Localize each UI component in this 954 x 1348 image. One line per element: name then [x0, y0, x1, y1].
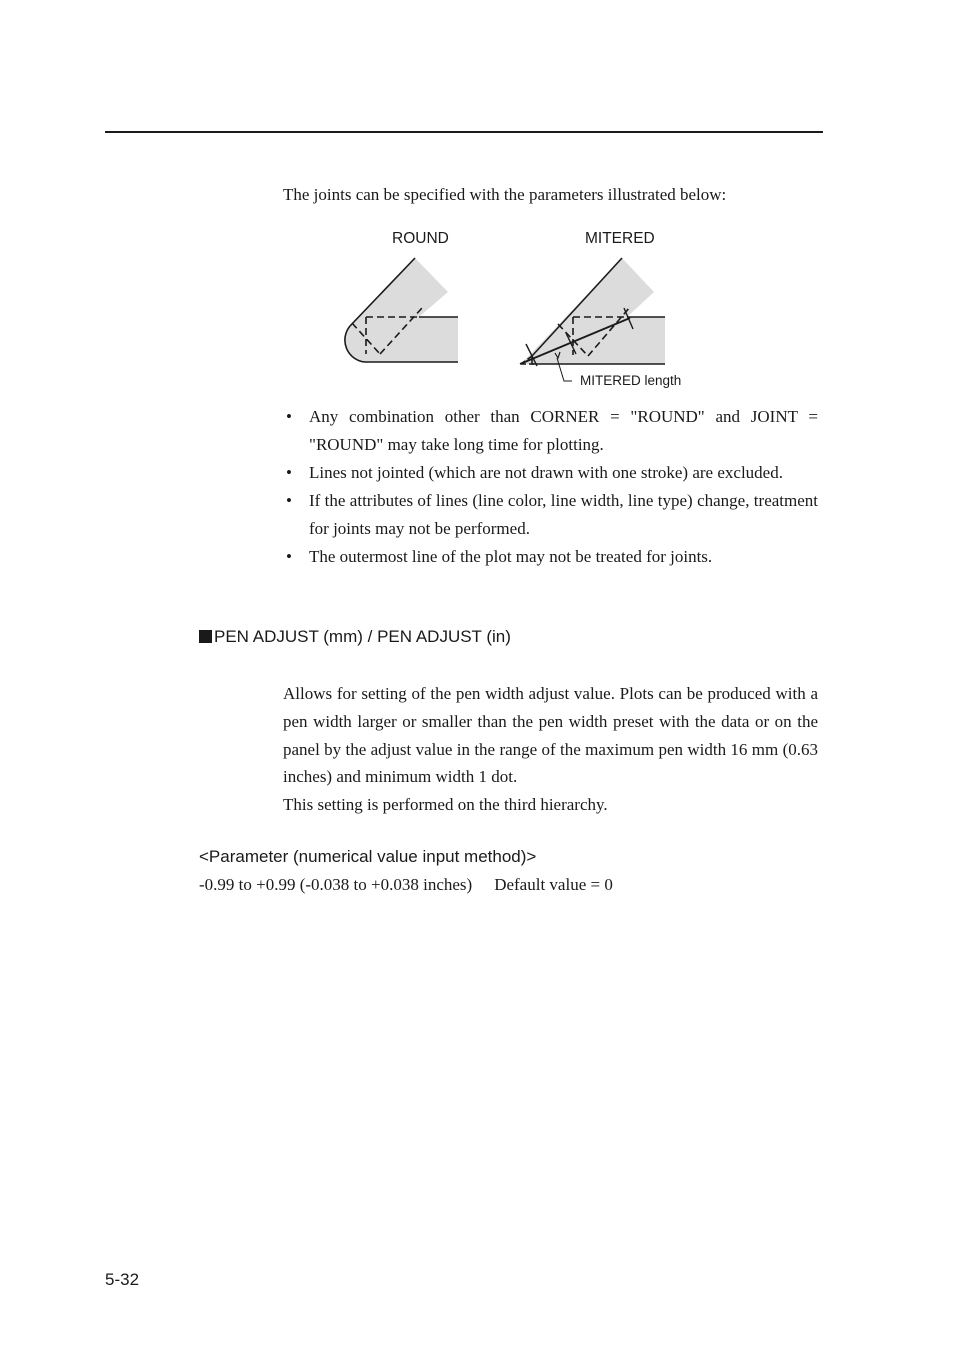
- mitered-label: MITERED: [585, 230, 655, 247]
- bullet-icon: •: [286, 407, 292, 426]
- section-heading: [199, 627, 511, 647]
- list-item: [283, 487, 818, 543]
- default-value: Default value = 0: [494, 875, 613, 894]
- list-item: [283, 403, 818, 459]
- note-text: Any combination other than CORNER = "ROUND" and JOINT = "ROUND" may take long time for plotting.: [309, 407, 818, 454]
- mitered-joint-illustration: [520, 258, 665, 381]
- section-title: PEN ADJUST (mm) / PEN ADJUST (in): [214, 627, 511, 646]
- parameter-heading: <Parameter (numerical value input method)>: [199, 847, 537, 866]
- black-square-icon: [199, 630, 212, 643]
- bullet-icon: •: [286, 547, 292, 566]
- hierarchy-note: This setting is performed on the third hierarchy.: [283, 795, 608, 815]
- description-text: Allows for setting of the pen width adjust value. Plots can be produced with a pen width larger or smaller than the pen width preset with the data or on the panel by the adjust value in the range of the maximum pen width 16 mm (0.63 inches) and minimum width 1 dot.: [283, 684, 818, 787]
- header-rule: [105, 131, 823, 133]
- parameter-line: [199, 875, 613, 895]
- note-text: Lines not jointed (which are not drawn with one stroke) are excluded.: [309, 463, 783, 482]
- round-label: ROUND: [392, 230, 449, 247]
- joint-diagram: [340, 250, 680, 382]
- bullet-icon: •: [286, 463, 292, 482]
- note-text: If the attributes of lines (line color, line width, line type) change, treatment for joints may not be performed.: [309, 491, 818, 538]
- notes-list: [283, 403, 818, 571]
- page-number: 5-32: [105, 1270, 140, 1289]
- mitered-length-label: MITERED length: [580, 373, 682, 388]
- intro-text: The joints can be specified with the parameters illustrated below:: [283, 185, 727, 204]
- note-text: The outermost line of the plot may not be treated for joints.: [309, 547, 713, 566]
- list-item: [283, 459, 818, 487]
- list-item: [283, 543, 818, 571]
- bullet-icon: •: [286, 491, 292, 510]
- parameter-range: -0.99 to +0.99 (-0.038 to +0.038 inches): [199, 875, 473, 894]
- round-joint-illustration: [345, 258, 458, 362]
- description-paragraph: [283, 680, 818, 819]
